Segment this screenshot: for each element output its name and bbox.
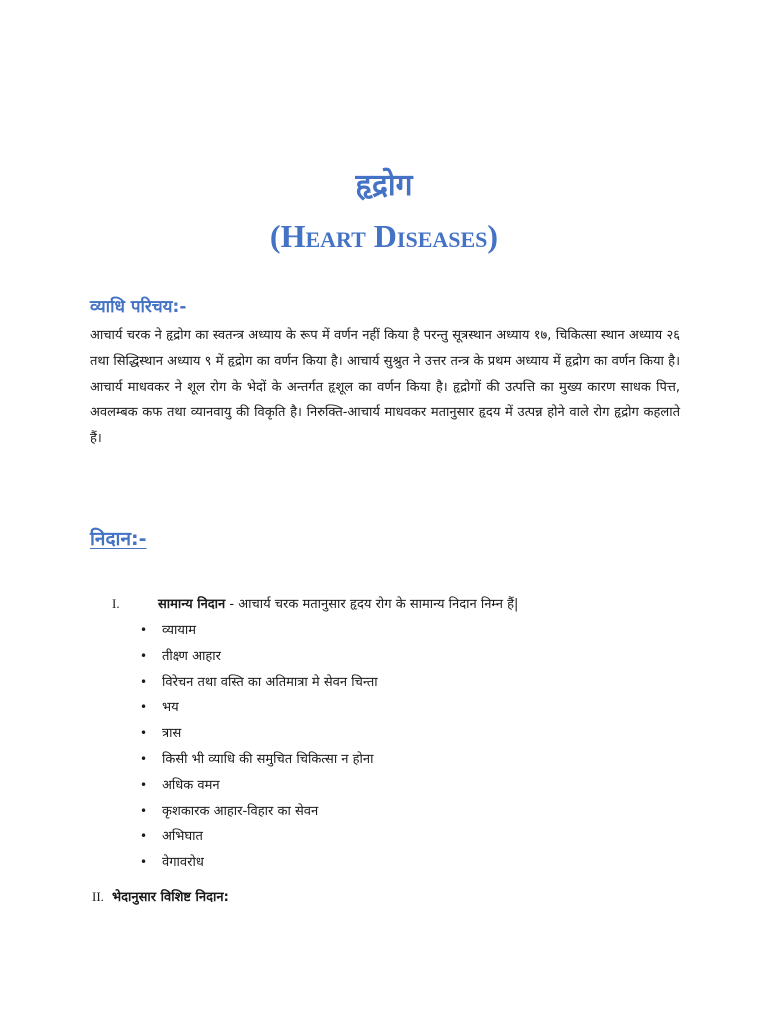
list-item: • व्यायाम [140,618,378,644]
section-numeral: II. [92,889,104,904]
page-title-hindi: हृद्रोग [355,168,413,203]
list-item: • किसी भी व्याधि की समुचित चिकित्सा न होना [140,747,378,773]
list-item: • विरेचन तथा वस्ति का अतिमात्रा मे सेवन चिन्ता [140,670,378,696]
nidan-heading: निदान:- [90,528,147,550]
list-item: • अभिघात [140,824,378,850]
page-title-english: (Heart Diseases) [269,218,499,254]
list-item: • तीक्ष्ण आहार [140,644,378,670]
section-numeral: I. [112,596,120,611]
list-item: • कृशकारक आहार-विहार का सेवन [140,799,378,825]
section-label: भेदानुसार विशिष्ट निदान: [112,890,229,905]
list-item: • अधिक वमन [140,773,378,799]
list-item: • त्रास [140,721,378,747]
list-item: • वेगावरोध [140,850,378,876]
nidan-list [140,618,378,876]
section-text: - आचार्य चरक मतानुसार हृदय रोग के सामान्य निदान निम्न हैं| [225,597,519,612]
intro-paragraph: आचार्य चरक ने हृद्रोग का स्वतन्त्र अध्याय के रूप में वर्णन नहीं किया है परन्तु सूत्रस्थान अध्याय १७, चिकित्सा स्थान अध्याय २६ तथा सिद्धिस्थान अध्याय ९ में हृद्रोग का वर्णन किया है। आचार्य सुश्रुत ने उत्तर तन्त्र के प्रथम अध्याय में हृद्रोग का वर्णन किया है। आचार्य माधवकर ने शूल रोग के भेदों के अन्तर्गत हृशूल का वर्णन किया है। हृद्रोगों की उत्पत्ति का मुख्य कारण साधक पित्त, अवलम्बक कफ तथा व्यानवायु की विकृति है। निरुक्ति-आचार्य माधवकर मतानुसार हृदय में उत्पन्न होने वाले रोग हृद्रोग कहलाते हैं। [90,328,680,447]
section-label: सामान्य निदान [158,597,226,612]
list-item: • भय [140,695,378,721]
section-general-nidan [112,594,712,615]
section-specific-nidan [92,886,229,909]
intro-heading: व्याधि परिचय:- [90,297,187,317]
